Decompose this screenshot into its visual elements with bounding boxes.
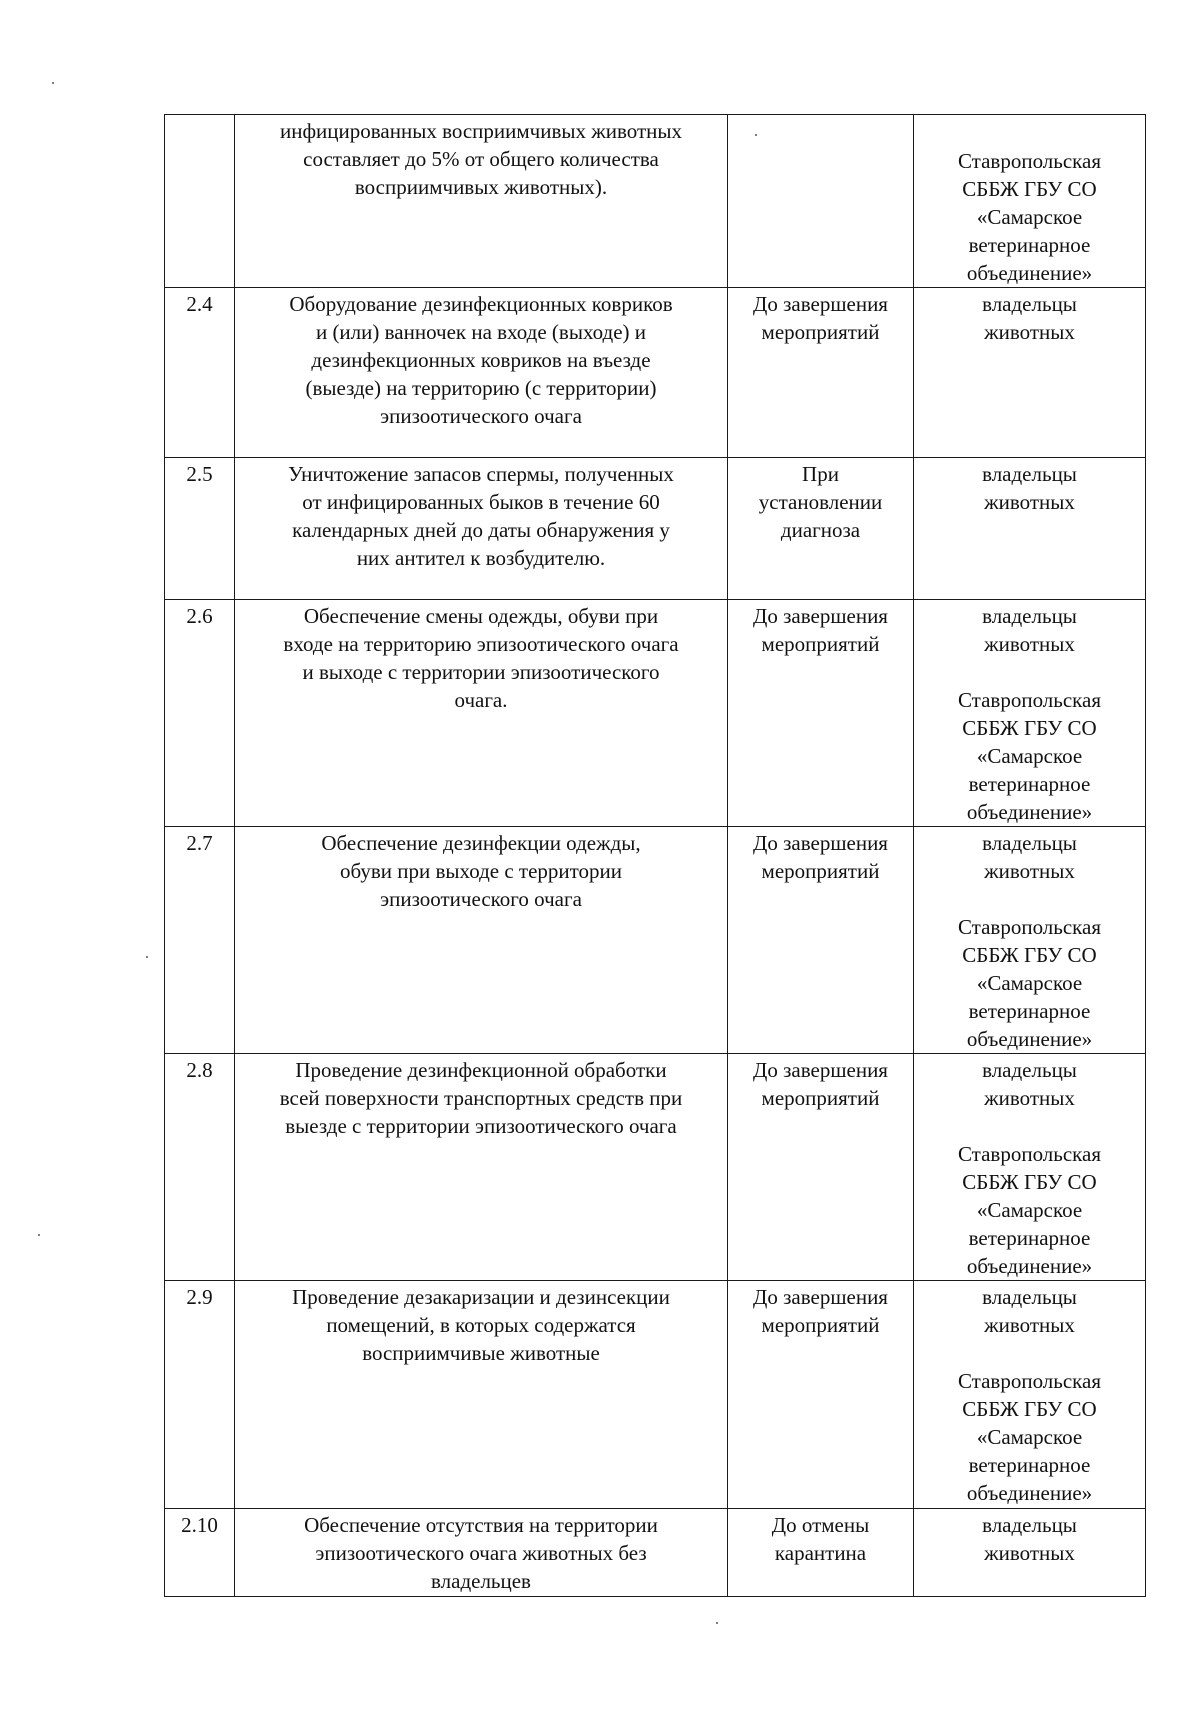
row-number-cell [165,115,235,288]
responsible-cell [914,288,1146,458]
action-cell: Оборудование дезинфекционных ковриков и (или) ванночек на входе (выходе) и дезинфекционных ковриков на въезде (выезде) на территорию (с территории) эпизоотического очага [235,288,728,458]
responsible-org: Ставропольская СББЖ ГБУ СО «Самарское ветеринарное объединение» [957,1369,1102,1505]
responsible-cell [914,600,1146,827]
deadline-cell: До завершения мероприятий [728,1281,914,1509]
responsible-owners: владельцы животных [982,1058,1077,1110]
responsible-owners: владельцы животных [982,1285,1077,1337]
responsible-org: Ставропольская СББЖ ГБУ СО «Самарское ветеринарное объединение» [957,149,1102,285]
scan-speck [38,1234,40,1236]
responsible-owners: владельцы животных [982,604,1077,656]
row-number-cell: 2.10 [165,1509,235,1597]
table-row [165,115,1146,288]
row-number-cell: 2.8 [165,1054,235,1281]
table-row [165,458,1146,600]
scan-speck [52,82,54,84]
scan-speck [755,134,757,136]
action-cell: Проведение дезакаризации и дезинсекции помещений, в которых содержатся восприимчивые животные [235,1281,728,1509]
action-cell: Обеспечение дезинфекции одежды, обуви при выходе с территории эпизоотического очага [235,827,728,1054]
responsible-cell [914,115,1146,288]
responsible-cell [914,1509,1146,1597]
deadline-cell: До завершения мероприятий [728,600,914,827]
responsible-owners: владельцы животных [982,831,1077,883]
deadline-cell: При установлении диагноза [728,458,914,600]
table-row [165,288,1146,458]
responsible-cell [914,458,1146,600]
row-number-cell: 2.9 [165,1281,235,1509]
responsible-cell [914,827,1146,1054]
table-row [165,1281,1146,1509]
deadline-cell: До завершения мероприятий [728,1054,914,1281]
deadline-cell [728,115,914,288]
row-number-cell: 2.5 [165,458,235,600]
responsible-owners: владельцы животных [982,1513,1077,1565]
table-row [165,1509,1146,1597]
table-row [165,600,1146,827]
responsible-cell [914,1281,1146,1509]
action-cell: Уничтожение запасов спермы, полученных от инфицированных быков в течение 60 календарных дней до даты обнаружения у них антител к возбудителю. [235,458,728,600]
row-number-cell: 2.4 [165,288,235,458]
responsible-org: Ставропольская СББЖ ГБУ СО «Самарское ветеринарное объединение» [957,688,1102,824]
row-number-cell: 2.7 [165,827,235,1054]
scan-speck [716,1622,718,1624]
table-row [165,827,1146,1054]
action-cell: Обеспечение смены одежды, обуви при входе на территорию эпизоотического очага и выходе с территории эпизоотического очага. [235,600,728,827]
table-row [165,1054,1146,1281]
measures-table [164,114,1146,1597]
responsible-cell [914,1054,1146,1281]
scan-speck [146,956,148,958]
action-cell: инфицированных восприимчивых животных составляет до 5% от общего количества восприимчивых животных). [235,115,728,288]
action-cell: Обеспечение отсутствия на территории эпизоотического очага животных без владельцев [235,1509,728,1597]
deadline-cell: До завершения мероприятий [728,288,914,458]
responsible-owners: владельцы животных [982,292,1077,344]
responsible-org: Ставропольская СББЖ ГБУ СО «Самарское ветеринарное объединение» [957,915,1102,1051]
responsible-org: Ставропольская СББЖ ГБУ СО «Самарское ветеринарное объединение» [957,1142,1102,1278]
deadline-cell: До завершения мероприятий [728,827,914,1054]
deadline-cell: До отмены карантина [728,1509,914,1597]
responsible-owners: владельцы животных [982,462,1077,514]
action-cell: Проведение дезинфекционной обработки всей поверхности транспортных средств при выезде с территории эпизоотического очага [235,1054,728,1281]
row-number-cell: 2.6 [165,600,235,827]
